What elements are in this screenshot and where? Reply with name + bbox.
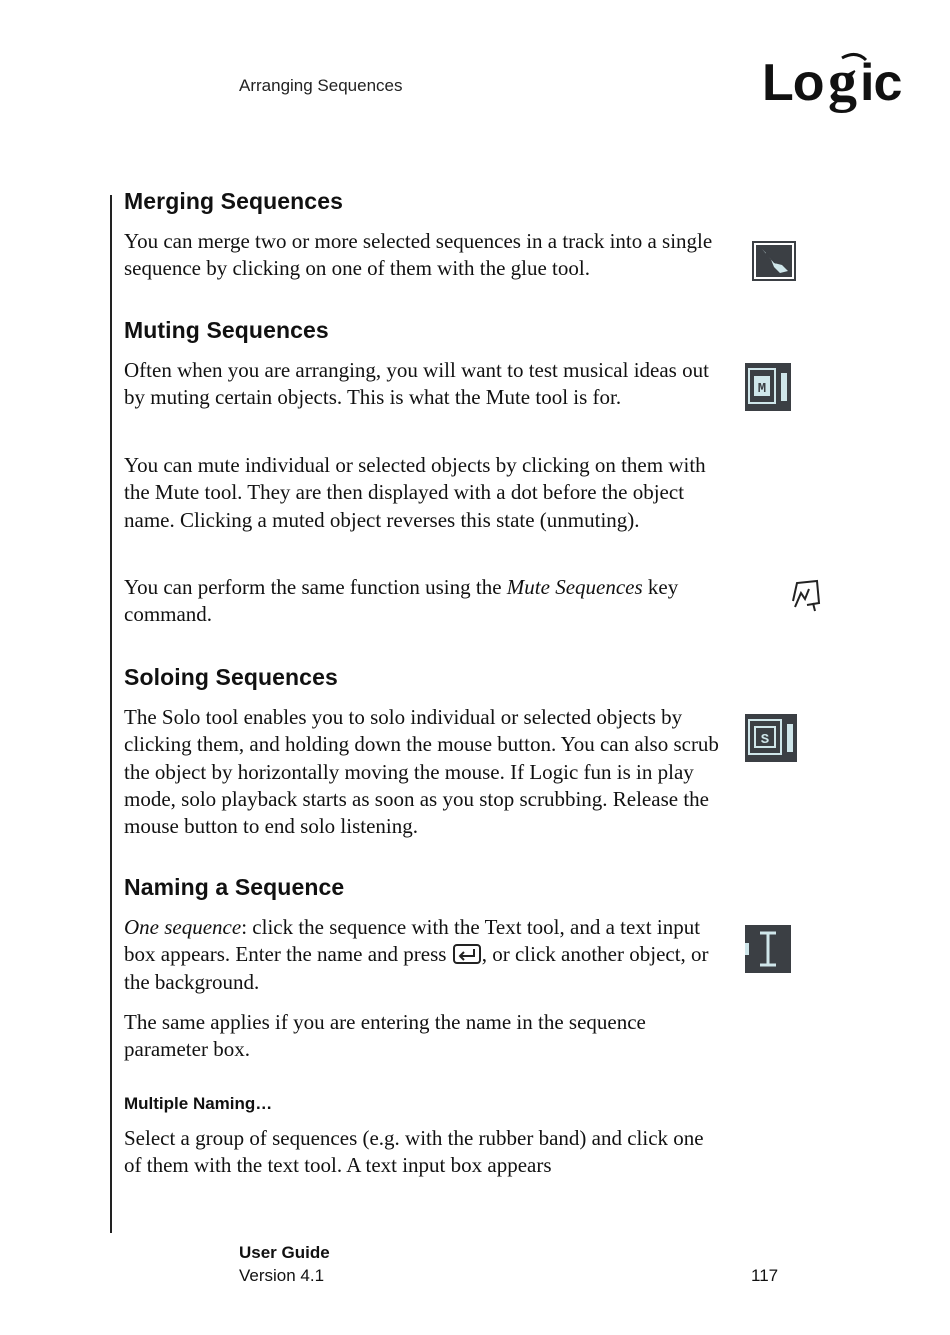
naming-text-b: , or click another object, or the background. [124, 942, 709, 994]
one-sequence-label: One sequence [124, 915, 242, 939]
footer-version: Version 4.1 [239, 1266, 325, 1285]
muting-text-before: You can perform the same function using the [124, 575, 507, 599]
svg-text:ic: ic [860, 54, 902, 112]
svg-text:Lo: Lo [762, 54, 824, 112]
naming-paragraph-1 [124, 914, 724, 996]
section-heading-soloing: Soloing Sequences [124, 664, 338, 690]
glue-tool-icon [752, 241, 796, 281]
section-heading-merging: Merging Sequences [124, 188, 343, 214]
key-command-name: Mute Sequences [506, 575, 643, 599]
muting-paragraph-3 [124, 574, 724, 629]
page-number: 117 [751, 1266, 779, 1285]
muting-text-after: key command. [124, 575, 679, 627]
mute-letter: M [757, 381, 767, 397]
mute-tool-icon [745, 363, 791, 411]
footer-title: User Guide [239, 1243, 330, 1262]
margin-rule [110, 195, 112, 1233]
muting-paragraph-1: Often when you are arranging, you will want to test musical ideas out by muting certain objects. This is what the Mute tool is for. [124, 358, 709, 410]
section-heading-muting: Muting Sequences [124, 317, 329, 343]
running-header: Arranging Sequences [239, 76, 403, 95]
subheading-multiple-naming: Multiple Naming… [124, 1094, 273, 1113]
merging-paragraph: You can merge two or more selected sequences in a track into a single sequence by clicking on one of them with the glue tool. [124, 229, 713, 281]
logic-logo [760, 48, 925, 128]
soloing-paragraph: The Solo tool enables you to solo individual or selected objects by clicking them, and holding down the mouse button. You can also scrub the object by horizontally moving the mouse. If Logic fun is in play mode, solo playback starts as soon as you stop scrubbing. Release the mouse button to end solo listening. [124, 705, 719, 839]
muting-paragraph-2: You can mute individual or selected objects by clicking on them with the Mute tool. They are then displayed with a dot before the object name. Clicking a muted object reverses this state (unmuting). [124, 453, 706, 532]
solo-letter: S [760, 732, 770, 748]
section-heading-naming: Naming a Sequence [124, 874, 345, 900]
text-tool-icon [745, 925, 791, 973]
svg-text:g: g [828, 48, 857, 113]
key-command-icon [789, 577, 825, 613]
naming-text-a: : click the sequence with the Text tool, and a text input box appears. Enter the name and press [124, 915, 701, 967]
naming-paragraph-3: Select a group of sequences (e.g. with the rubber band) and click one of them with the text tool. A text input box appears [124, 1126, 704, 1178]
naming-paragraph-2: The same applies if you are entering the name in the sequence parameter box. [124, 1010, 646, 1062]
return-key-icon [453, 944, 481, 964]
solo-tool-icon [745, 714, 797, 762]
